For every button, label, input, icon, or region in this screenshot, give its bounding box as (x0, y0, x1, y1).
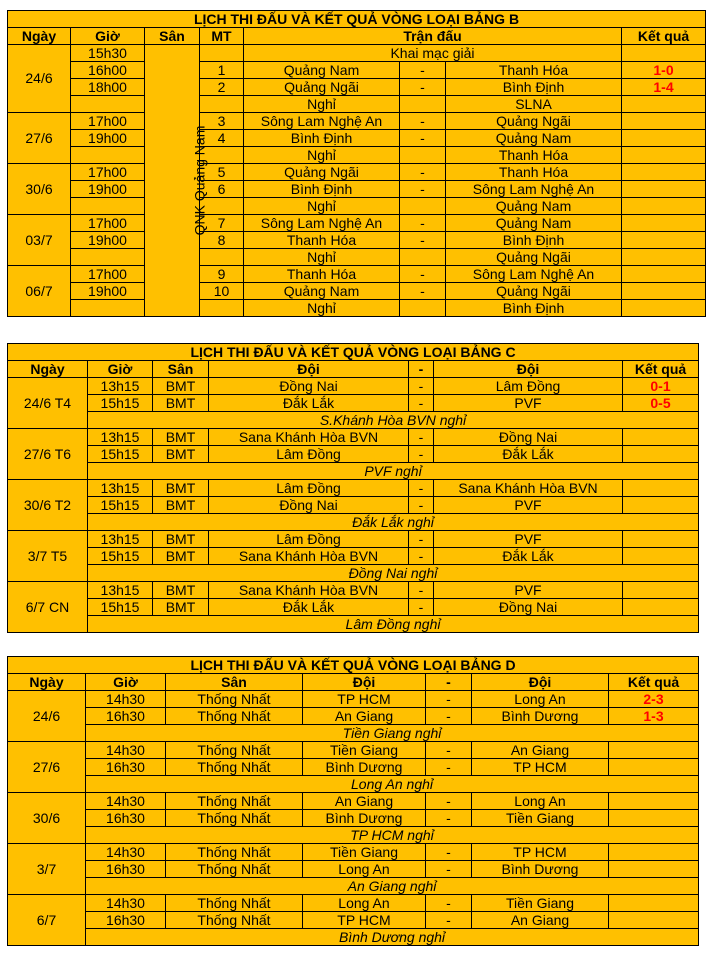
match-row (8, 378, 699, 395)
time-cell: 17h00 (71, 215, 145, 232)
venue-label: QNK Quảng Nam (191, 125, 208, 236)
home-team: Đồng Nai (209, 497, 409, 514)
time-cell: 13h15 (88, 582, 153, 599)
separator: - (426, 708, 472, 725)
match-row (8, 429, 699, 446)
result-cell (622, 45, 706, 62)
time-cell: 15h30 (71, 45, 145, 62)
result-cell (622, 283, 706, 300)
time-cell: 13h15 (88, 429, 153, 446)
header-team-away: Đội (472, 674, 609, 691)
time-cell: 15h15 (88, 497, 153, 514)
result-cell (623, 480, 699, 497)
match-row (8, 582, 699, 599)
time-cell: 19h00 (71, 232, 145, 249)
header-separator: - (426, 674, 472, 691)
match-row (8, 497, 699, 514)
separator: - (409, 446, 434, 463)
result-cell (622, 300, 706, 317)
result-cell (609, 895, 699, 912)
away-team: PVF (434, 531, 623, 548)
away-team: Quảng Nam (446, 130, 622, 147)
home-team: TP HCM (303, 912, 426, 929)
venue-cell: BMT (153, 548, 209, 565)
match-no-cell: 3 (200, 113, 244, 130)
time-cell: 19h00 (71, 181, 145, 198)
away-team: Tiền Giang (472, 895, 609, 912)
rest-row (8, 463, 699, 480)
group-c-table (7, 343, 699, 633)
match-no-cell: 6 (200, 181, 244, 198)
match-row (8, 691, 699, 708)
rest-row (8, 776, 699, 793)
result-cell (609, 912, 699, 929)
group-d-body (8, 691, 699, 946)
rest-note: Đồng Nai nghỉ (88, 565, 699, 582)
home-team: Tiền Giang (303, 844, 426, 861)
home-team: Lâm Đồng (209, 446, 409, 463)
time-cell: 16h30 (86, 810, 166, 827)
home-team: Quảng Ngãi (244, 79, 400, 96)
result-cell (623, 446, 699, 463)
away-team: Bình Định (446, 79, 622, 96)
away-team: Thanh Hóa (446, 62, 622, 79)
header-date: Ngày (8, 28, 71, 45)
result-cell (623, 497, 699, 514)
result-cell (622, 147, 706, 164)
home-team: An Giang (303, 708, 426, 725)
venue-cell: BMT (153, 480, 209, 497)
match-row (8, 548, 699, 565)
rest-note: Long An nghỉ (86, 776, 699, 793)
home-team: Quảng Nam (244, 283, 400, 300)
rest-row (8, 514, 699, 531)
venue-cell: Thống Nhất (166, 895, 303, 912)
home-team: Sana Khánh Hòa BVN (209, 582, 409, 599)
rest-team: Quảng Nam (446, 198, 622, 215)
match-row (8, 446, 699, 463)
separator (400, 249, 446, 266)
home-team: Quảng Ngãi (244, 164, 400, 181)
rest-note: TP HCM nghỉ (86, 827, 699, 844)
away-team: Sana Khánh Hòa BVN (434, 480, 623, 497)
match-row (8, 759, 699, 776)
rest-label: Nghỉ (244, 249, 400, 266)
rest-label: Nghỉ (244, 198, 400, 215)
separator: - (400, 79, 446, 96)
rest-label: Nghỉ (244, 300, 400, 317)
separator: - (400, 232, 446, 249)
venue-cell: Thống Nhất (166, 844, 303, 861)
away-team: TP HCM (472, 759, 609, 776)
time-cell: 18h00 (71, 79, 145, 96)
header-time: Giờ (71, 28, 145, 45)
match-row (8, 810, 699, 827)
rest-team: Quảng Ngãi (446, 249, 622, 266)
away-team: Quảng Ngãi (446, 283, 622, 300)
result-cell: 0-1 (623, 378, 699, 395)
date-cell: 3/7 T5 (8, 531, 88, 582)
venue-cell: Thống Nhất (166, 861, 303, 878)
rest-row (8, 412, 699, 429)
time-cell: 16h30 (86, 912, 166, 929)
time-cell: 14h30 (86, 793, 166, 810)
venue-cell: Thống Nhất (166, 708, 303, 725)
separator: - (409, 395, 434, 412)
time-cell (71, 96, 145, 113)
rest-note: PVF nghỉ (88, 463, 699, 480)
date-cell: 27/6 (8, 742, 86, 793)
result-cell (622, 113, 706, 130)
separator: - (400, 181, 446, 198)
match-no-cell: 7 (200, 215, 244, 232)
group-b-title: LỊCH THI ĐẤU VÀ KẾT QUẢ VÒNG LOẠI BẢNG B (8, 11, 706, 28)
away-team: Tiền Giang (472, 810, 609, 827)
away-team: PVF (434, 582, 623, 599)
separator: - (409, 548, 434, 565)
rest-row (8, 929, 699, 946)
separator: - (400, 164, 446, 181)
time-cell: 16h30 (86, 708, 166, 725)
group-c-title: LỊCH THI ĐẤU VÀ KẾT QUẢ VÒNG LOẠI BẢNG C (8, 344, 699, 361)
away-team: Đắk Lắk (434, 548, 623, 565)
venue-cell: Thống Nhất (166, 810, 303, 827)
date-cell: 6/7 (8, 895, 86, 946)
home-team: Long An (303, 861, 426, 878)
away-team: Long An (472, 691, 609, 708)
home-team: Bình Định (244, 181, 400, 198)
date-cell: 24/6 (8, 45, 71, 113)
venue-cell: Thống Nhất (166, 742, 303, 759)
result-cell: 0-5 (623, 395, 699, 412)
rest-note: Tiền Giang nghỉ (86, 725, 699, 742)
venue-cell: BMT (153, 599, 209, 616)
separator: - (426, 793, 472, 810)
match-row (8, 861, 699, 878)
match-row (8, 395, 699, 412)
separator: - (426, 742, 472, 759)
result-cell (622, 266, 706, 283)
result-cell (622, 215, 706, 232)
result-cell (609, 742, 699, 759)
match-no-cell (200, 300, 244, 317)
match-no-cell: 8 (200, 232, 244, 249)
away-team: PVF (434, 497, 623, 514)
header-venue: Sân (153, 361, 209, 378)
time-cell: 19h00 (71, 283, 145, 300)
result-cell (623, 429, 699, 446)
time-cell: 19h00 (71, 130, 145, 147)
away-team: Long An (472, 793, 609, 810)
venue-cell: BMT (153, 582, 209, 599)
result-cell (622, 164, 706, 181)
result-cell (623, 548, 699, 565)
match-no-cell: 4 (200, 130, 244, 147)
time-cell: 17h00 (71, 164, 145, 181)
match-no-cell (200, 96, 244, 113)
match-row (8, 531, 699, 548)
result-cell (622, 249, 706, 266)
home-team: Bình Dương (303, 759, 426, 776)
time-cell: 17h00 (71, 113, 145, 130)
separator: - (400, 266, 446, 283)
separator (400, 198, 446, 215)
time-cell: 15h15 (88, 446, 153, 463)
home-team: Long An (303, 895, 426, 912)
home-team: Sông Lam Nghệ An (244, 113, 400, 130)
away-team: Đồng Nai (434, 429, 623, 446)
separator: - (409, 531, 434, 548)
date-cell: 30/6 T2 (8, 480, 88, 531)
result-cell (623, 531, 699, 548)
home-team: Thanh Hóa (244, 266, 400, 283)
rest-label: Nghỉ (244, 96, 400, 113)
away-team: An Giang (472, 912, 609, 929)
rest-label: Nghỉ (244, 147, 400, 164)
date-cell: 30/6 (8, 164, 71, 215)
away-team: Đắk Lắk (434, 446, 623, 463)
away-team: An Giang (472, 742, 609, 759)
away-team: Quảng Nam (446, 215, 622, 232)
match-row (8, 793, 699, 810)
match-row (8, 912, 699, 929)
home-team: Lâm Đồng (209, 531, 409, 548)
group-b-table (7, 10, 706, 317)
separator: - (426, 691, 472, 708)
time-cell: 15h15 (88, 548, 153, 565)
header-match-no: MT (200, 28, 244, 45)
home-team: Tiền Giang (303, 742, 426, 759)
separator: - (426, 844, 472, 861)
rest-row (8, 616, 699, 633)
separator (400, 300, 446, 317)
match-no-cell: 9 (200, 266, 244, 283)
date-cell: 03/7 (8, 215, 71, 266)
match-no-cell (200, 249, 244, 266)
match-row (8, 480, 699, 497)
time-cell (71, 198, 145, 215)
home-team: Đồng Nai (209, 378, 409, 395)
away-team: Quảng Ngãi (446, 113, 622, 130)
away-team: Đồng Nai (434, 599, 623, 616)
separator: - (409, 497, 434, 514)
time-cell: 14h30 (86, 691, 166, 708)
result-cell (609, 810, 699, 827)
separator: - (400, 62, 446, 79)
home-team: Lâm Đồng (209, 480, 409, 497)
separator: - (426, 861, 472, 878)
time-cell: 17h00 (71, 266, 145, 283)
date-cell: 6/7 CN (8, 582, 88, 633)
home-team: Sana Khánh Hòa BVN (209, 429, 409, 446)
time-cell: 13h15 (88, 480, 153, 497)
header-team-away: Đội (434, 361, 623, 378)
away-team: Lâm Đồng (434, 378, 623, 395)
home-team: Bình Định (244, 130, 400, 147)
group-d-table (7, 656, 699, 946)
venue-cell: Thống Nhất (166, 759, 303, 776)
date-cell: 27/6 (8, 113, 71, 164)
result-cell: 1-3 (609, 708, 699, 725)
rest-row (8, 725, 699, 742)
header-venue: Sân (166, 674, 303, 691)
venue-cell (145, 45, 208, 317)
rest-team: SLNA (446, 96, 622, 113)
match-no-cell (200, 45, 244, 62)
opening-cell: Khai mạc giải (244, 45, 622, 62)
venue-cell: BMT (153, 446, 209, 463)
home-team: TP HCM (303, 691, 426, 708)
separator: - (400, 130, 446, 147)
time-cell: 14h30 (86, 742, 166, 759)
separator: - (400, 283, 446, 300)
match-row (8, 708, 699, 725)
result-cell (622, 232, 706, 249)
group-d-title: LỊCH THI ĐẤU VÀ KẾT QUẢ VÒNG LOẠI BẢNG D (8, 657, 699, 674)
header-date: Ngày (8, 674, 86, 691)
header-result: Kết quả (623, 361, 699, 378)
time-cell: 13h15 (88, 378, 153, 395)
time-cell: 15h15 (88, 395, 153, 412)
separator: - (400, 215, 446, 232)
result-cell: 1-0 (622, 62, 706, 79)
home-team: Thanh Hóa (244, 232, 400, 249)
match-row (8, 742, 699, 759)
away-team: Thanh Hóa (446, 164, 622, 181)
separator (400, 96, 446, 113)
away-team: PVF (434, 395, 623, 412)
result-cell (609, 861, 699, 878)
date-cell: 24/6 (8, 691, 86, 742)
venue-cell: BMT (153, 531, 209, 548)
time-cell (71, 249, 145, 266)
home-team: Đắk Lắk (209, 395, 409, 412)
separator (400, 147, 446, 164)
result-cell (622, 96, 706, 113)
home-team: An Giang (303, 793, 426, 810)
away-team: TP HCM (472, 844, 609, 861)
away-team: Sông Lam Nghệ An (446, 266, 622, 283)
result-cell (622, 198, 706, 215)
rest-note: S.Khánh Hòa BVN nghỉ (88, 412, 699, 429)
time-cell: 13h15 (88, 531, 153, 548)
rest-note: Đắk Lắk nghỉ (88, 514, 699, 531)
date-cell: 27/6 T6 (8, 429, 88, 480)
result-cell (609, 844, 699, 861)
result-cell (622, 181, 706, 198)
header-separator: - (409, 361, 434, 378)
home-team: Đắk Lắk (209, 599, 409, 616)
result-cell (609, 793, 699, 810)
time-cell: 16h30 (86, 759, 166, 776)
header-result: Kết quả (622, 28, 706, 45)
home-team: Quảng Nam (244, 62, 400, 79)
rest-note: Lâm Đồng nghỉ (88, 616, 699, 633)
venue-cell: Thống Nhất (166, 793, 303, 810)
rest-note: An Giang nghỉ (86, 878, 699, 895)
home-team: Sông Lam Nghệ An (244, 215, 400, 232)
separator: - (426, 759, 472, 776)
time-cell: 14h30 (86, 895, 166, 912)
separator: - (409, 378, 434, 395)
separator: - (409, 480, 434, 497)
time-cell: 16h00 (71, 62, 145, 79)
separator: - (400, 113, 446, 130)
separator: - (409, 599, 434, 616)
match-no-cell: 5 (200, 164, 244, 181)
venue-cell: BMT (153, 429, 209, 446)
match-row (8, 599, 699, 616)
header-match: Trận đấu (244, 28, 622, 45)
match-row (8, 895, 699, 912)
header-date: Ngày (8, 361, 88, 378)
venue-cell: Thống Nhất (166, 912, 303, 929)
time-cell (71, 300, 145, 317)
match-no-cell: 10 (200, 283, 244, 300)
rest-row (8, 827, 699, 844)
header-time: Giờ (88, 361, 153, 378)
separator: - (426, 810, 472, 827)
rest-note: Bình Dương nghỉ (86, 929, 699, 946)
header-venue: Sân (145, 28, 200, 45)
result-cell (623, 582, 699, 599)
separator: - (409, 582, 434, 599)
away-team: Sông Lam Nghệ An (446, 181, 622, 198)
result-cell (609, 759, 699, 776)
time-cell (71, 147, 145, 164)
match-no-cell: 2 (200, 79, 244, 96)
header-time: Giờ (86, 674, 166, 691)
rest-row (8, 878, 699, 895)
date-cell: 06/7 (8, 266, 71, 317)
header-team-home: Đội (209, 361, 409, 378)
header-result: Kết quả (609, 674, 699, 691)
time-cell: 16h30 (86, 861, 166, 878)
rest-row (8, 565, 699, 582)
result-cell (622, 130, 706, 147)
match-row (8, 844, 699, 861)
rest-team: Bình Định (446, 300, 622, 317)
date-cell: 30/6 (8, 793, 86, 844)
venue-cell: BMT (153, 497, 209, 514)
venue-cell: BMT (153, 395, 209, 412)
venue-cell: Thống Nhất (166, 691, 303, 708)
date-cell: 24/6 T4 (8, 378, 88, 429)
time-cell: 14h30 (86, 844, 166, 861)
venue-cell: BMT (153, 378, 209, 395)
away-team: Bình Dương (472, 861, 609, 878)
separator: - (426, 912, 472, 929)
separator: - (409, 429, 434, 446)
home-team: Sana Khánh Hòa BVN (209, 548, 409, 565)
rest-team: Thanh Hóa (446, 147, 622, 164)
header-team-home: Đội (303, 674, 426, 691)
result-cell: 1-4 (622, 79, 706, 96)
away-team: Bình Định (446, 232, 622, 249)
away-team: Bình Dương (472, 708, 609, 725)
separator: - (426, 895, 472, 912)
result-cell (623, 599, 699, 616)
group-c-body (8, 378, 699, 633)
date-cell: 3/7 (8, 844, 86, 895)
home-team: Bình Dương (303, 810, 426, 827)
time-cell: 15h15 (88, 599, 153, 616)
result-cell: 2-3 (609, 691, 699, 708)
match-no-cell: 1 (200, 62, 244, 79)
